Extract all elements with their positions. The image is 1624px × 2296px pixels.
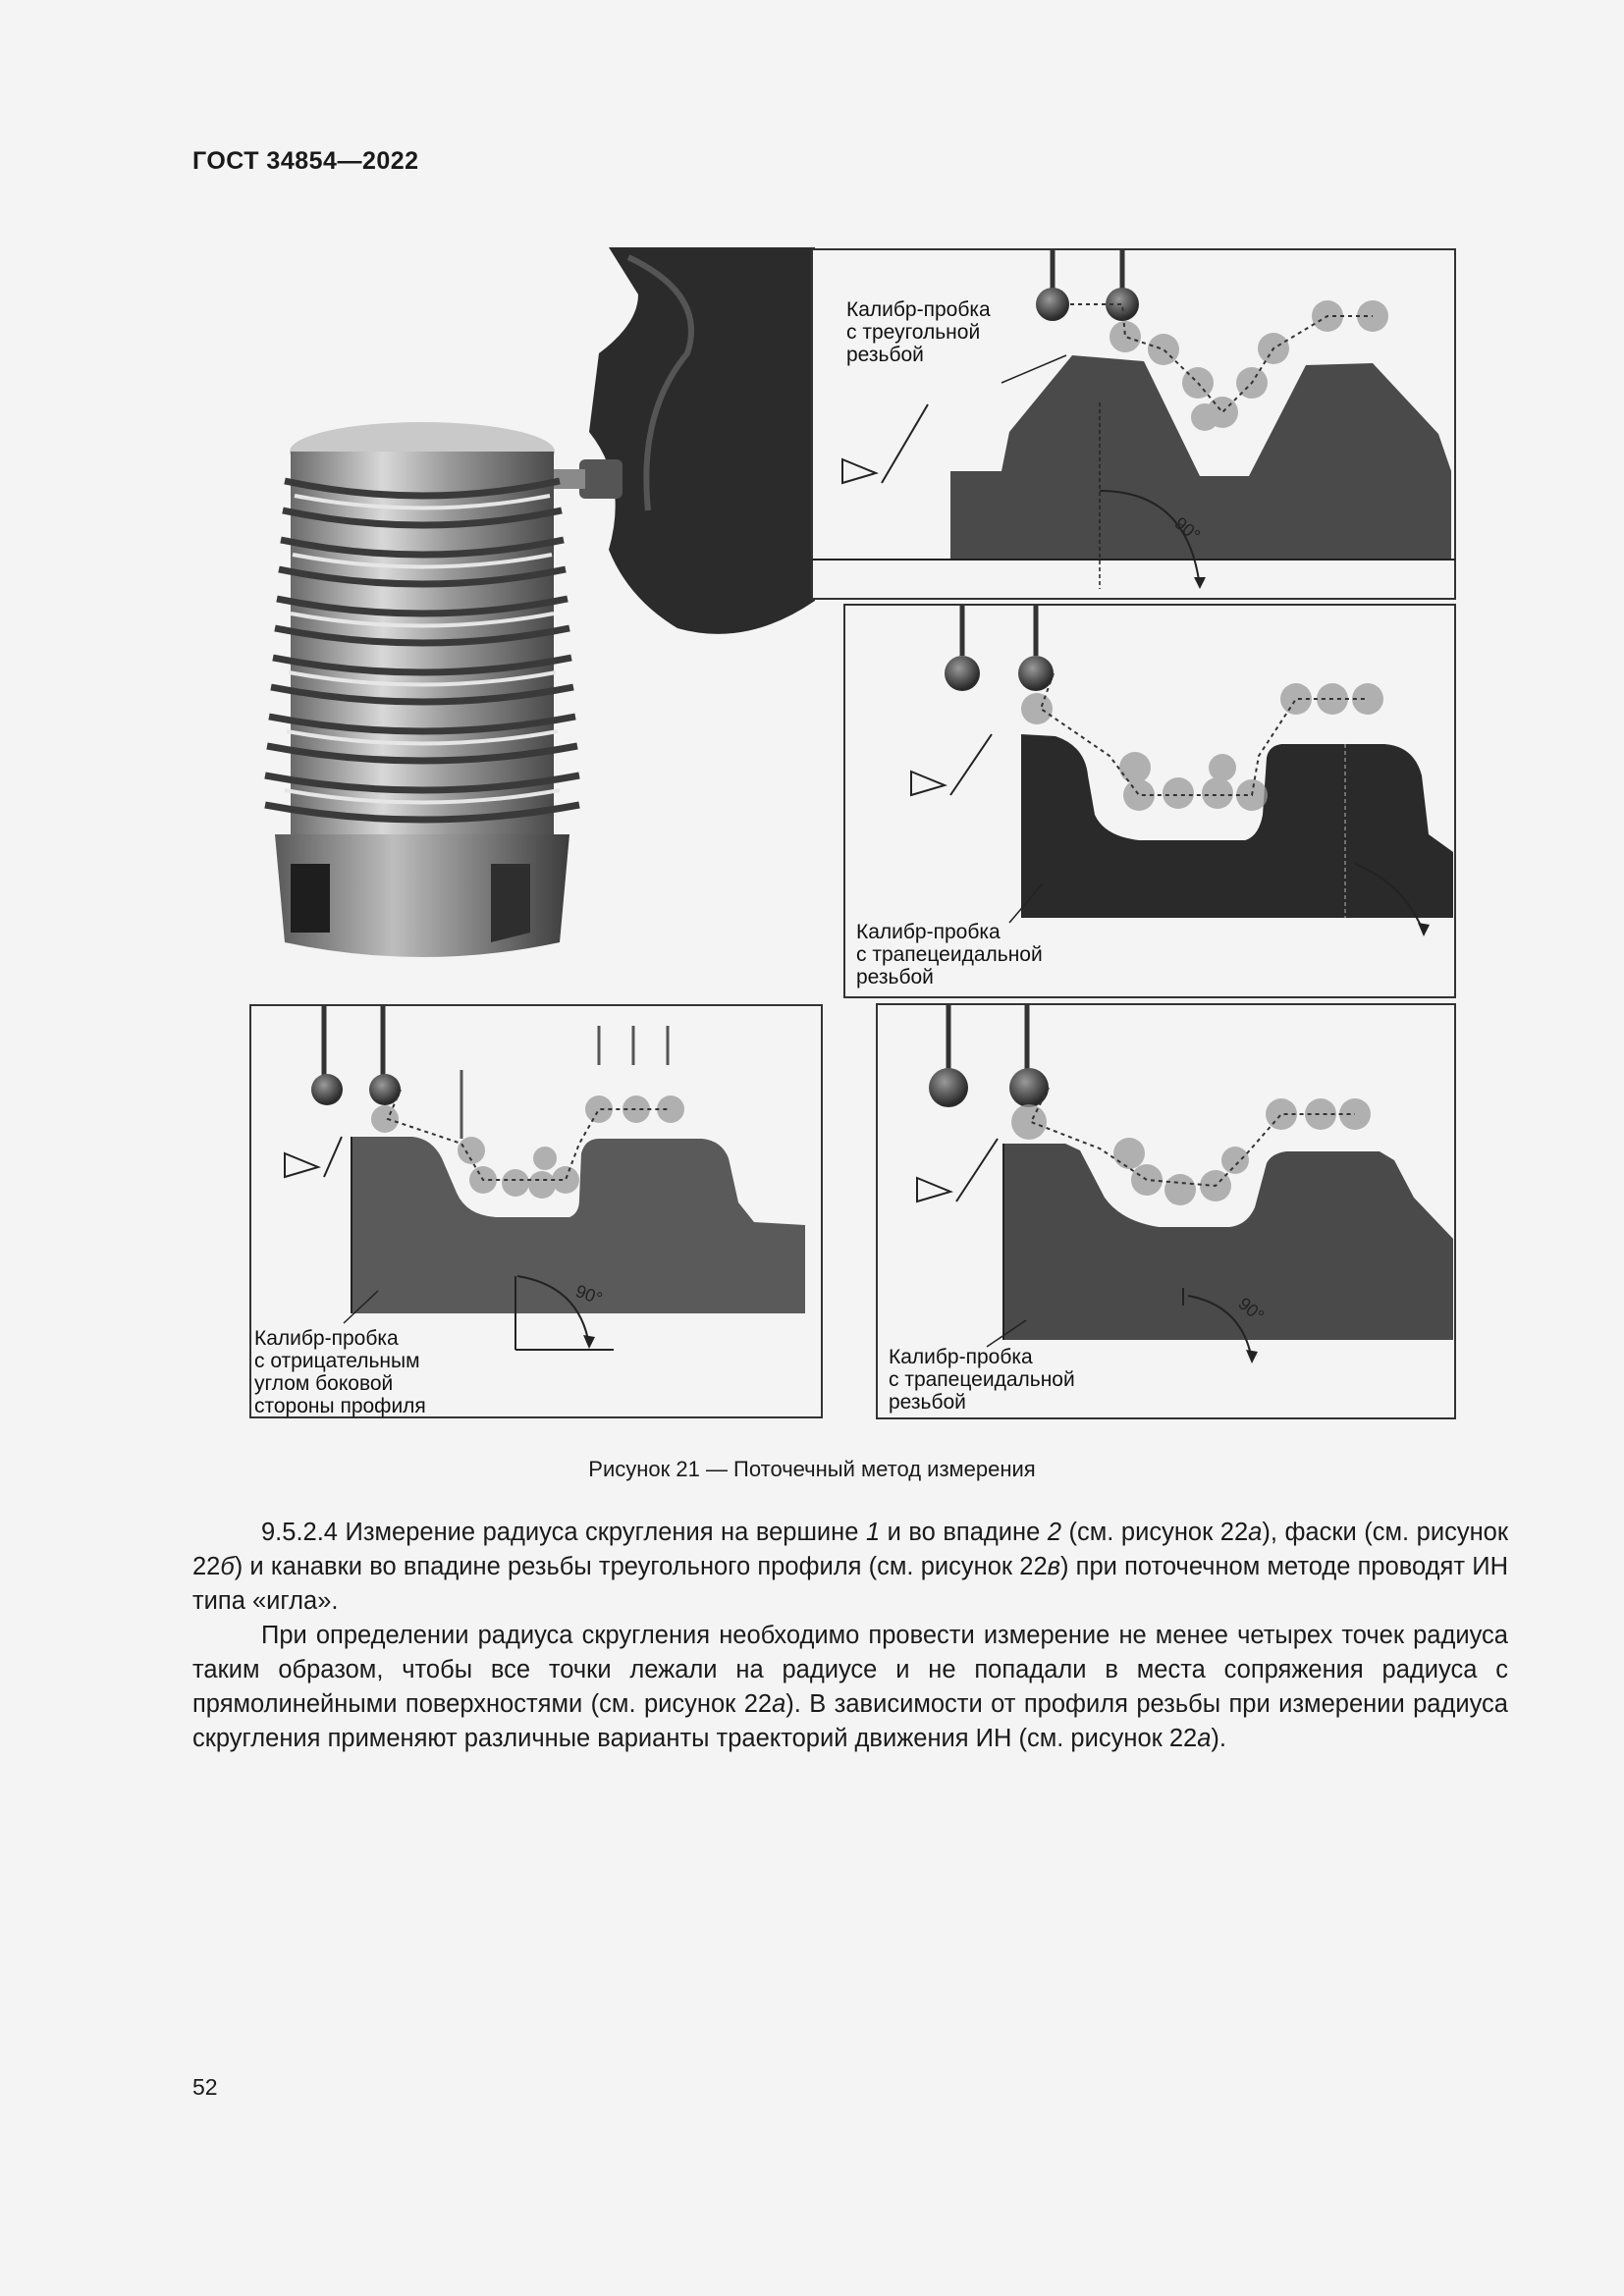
label-negative-angle: Калибр-пробка с отрицательным углом боковой стороны профиля: [254, 1327, 426, 1417]
label-triangular: Калибр-пробка с треугольной резьбой: [846, 298, 991, 366]
plug-gauge-photo: [265, 422, 579, 957]
page-number: 52: [192, 2074, 218, 2100]
document-header: ГОСТ 34854—2022: [192, 147, 419, 175]
angle-label-1: 90°: [1170, 512, 1205, 546]
probe-head: [550, 247, 815, 634]
angle-label-3: 90°: [572, 1280, 606, 1309]
figure-caption: Рисунок 21 — Поточечный метод измерения: [588, 1457, 1036, 1481]
angle-label-4: 90°: [1234, 1293, 1269, 1326]
body-text: [192, 1516, 1508, 1756]
paragraph-radius-definition: При определении радиуса скругления необходимо провести измерение не менее четырех точек радиуса таким образом, чтобы все точки лежали на радиусе и не попадали в места сопряжения радиуса с прямолинейными поверхностями (см. рисунок 22а). В зависимости от профиля резьбы при измерении радиуса скругления применяют различные варианты траекторий движения ИН (см. рисунок 22а).: [192, 1622, 1508, 1752]
label-trapezoidal-1: Калибр-пробка с трапецеидальной резьбой: [856, 921, 1043, 988]
paragraph-9-5-2-4: 9.5.2.4 Измерение радиуса скругления на вершине 1 и во впадине 2 (см. рисунок 22а), фаски (см. рисунок 22б) и канавки во впадине резьбы треугольного профиля (см. рисунок 22в) при поточечном методе проводят ИН типа «игла».: [192, 1519, 1508, 1615]
label-trapezoidal-2: Калибр-пробка с трапецеидальной резьбой: [889, 1346, 1075, 1414]
